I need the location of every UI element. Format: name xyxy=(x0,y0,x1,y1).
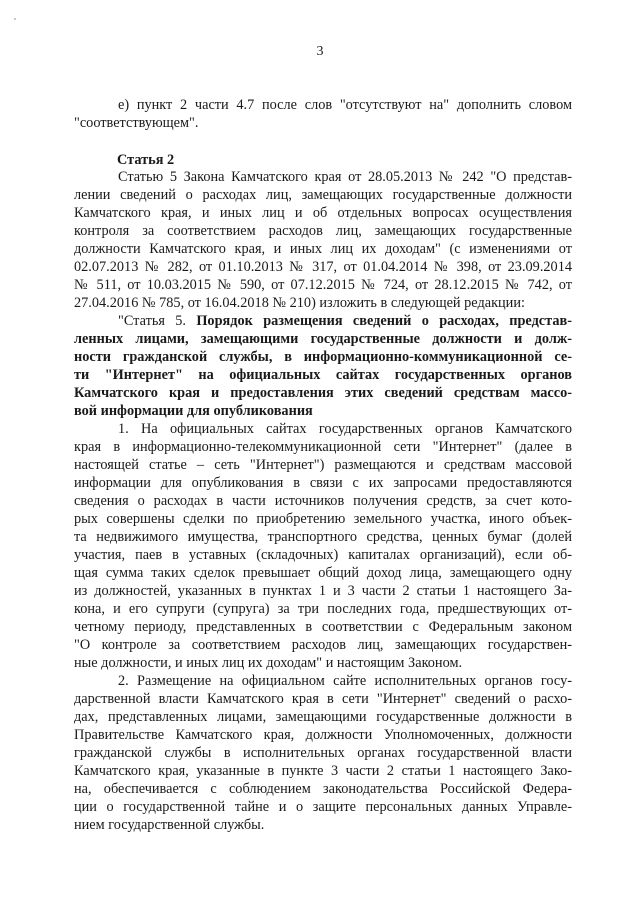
paragraph1-line: "О контроле за соответствием расходов лиц, замещающих государствен- xyxy=(74,637,572,653)
article-intro-line: лении сведений о расходах лиц, замещающих государственные должности xyxy=(74,187,572,203)
paragraph1-line: ные должности, и иных лиц их доходам" и настоящим Законом. xyxy=(74,655,463,671)
article5-title-line xyxy=(118,313,572,331)
paragraph1-line: настоящей статье – сеть "Интернет") размещаются и средствам массовой xyxy=(74,457,572,473)
paragraph1-line: та недвижимого имущества, транспортного средства, ценных бумаг (долей xyxy=(74,529,572,545)
article-intro-line: должности Камчатского края, и иных лиц их доходам" (с изменениями от xyxy=(74,241,572,257)
paragraph2-line: ции о государственной тайне и о защите персональных данных Управле- xyxy=(74,799,572,815)
paragraph2-line: Камчатского края, указанные в пункте 3 части 2 статьи 1 настоящего Зако- xyxy=(74,763,572,779)
paragraph2-line: на, обеспечивается с соблюдением законодательства Российской Федера- xyxy=(74,781,572,797)
paragraph1-line: рых совершены сделки по приобретению земельного участка, иного объек- xyxy=(74,511,572,527)
article-intro-line: Камчатского края, и иных лиц и об отдельных вопросах осуществления xyxy=(74,205,572,221)
paragraph2-line: 2. Размещение на официальном сайте исполнительных органов госу- xyxy=(118,673,572,689)
article-intro-line: контроля за соответствием расходов лиц, замещающих государственные xyxy=(74,223,572,239)
article5-title-line: ленных лицами, замещающими государственные должности и долж- xyxy=(74,331,572,347)
scan-mark xyxy=(14,18,16,20)
paragraph2-line: дах, представленных лицами, замещающими государственные должности в xyxy=(74,709,572,725)
paragraph1-line: информации для опубликования в связи с их запросами предоставляются xyxy=(74,475,572,491)
paragraph1-line: щая сумма таких сделок превышает общий доход лица, замещающего одну xyxy=(74,565,572,581)
page-number: 3 xyxy=(316,44,324,59)
article-intro-line: Статью 5 Закона Камчатского края от 28.05.2013 № 242 "О представ- xyxy=(118,169,572,185)
article5-title-line: вой информации для опубликования xyxy=(74,403,313,419)
article5-title-prefix: "Статья 5. xyxy=(118,313,186,329)
paragraph2-line: дарственной власти Камчатского края в сети "Интернет" сведений о расхо- xyxy=(74,691,572,707)
article-intro-line: № 511, от 10.03.2015 № 590, от 07.12.2015 № 724, от 28.12.2015 № 742, от xyxy=(74,277,572,293)
article5-title-text: Порядок размещения сведений о расходах, представ- xyxy=(196,313,572,329)
article5-title-line: ности гражданской службы, в информационно-коммуникационной се- xyxy=(74,349,572,365)
paragraph2-line: нием государственной службы. xyxy=(74,817,265,833)
article5-title-line: ти "Интернет" на официальных сайтах государственных органов xyxy=(74,367,572,383)
paragraph1-line: 1. На официальных сайтах государственных органов Камчатского xyxy=(118,421,572,437)
item-e-line: е) пункт 2 части 4.7 после слов "отсутствуют на" дополнить словом xyxy=(118,97,572,113)
article-heading: Статья 2 xyxy=(117,152,175,168)
article5-title-line: Камчатского края и предоставления этих сведений средствам массо- xyxy=(74,385,572,401)
paragraph1-line: участия, паев в уставных (складочных) капиталах организаций), если об- xyxy=(74,547,572,563)
article-intro-line: 27.04.2016 № 785, от 16.04.2018 № 210) изложить в следующей редакции: xyxy=(74,295,525,311)
paragraph1-line: кона, и его супруги (супруга) за три последних года, предшествующих от- xyxy=(74,601,572,617)
paragraph2-line: Правительстве Камчатского края, должности Уполномоченных, должности xyxy=(74,727,572,743)
item-e-line: "соответствующем". xyxy=(74,115,199,131)
paragraph1-line: сведения о расходах в части источников получения средств, за счет кото- xyxy=(74,493,572,509)
paragraph1-line: четному периоду, представленных в соответствии с Федеральным законом xyxy=(74,619,572,635)
paragraph1-line: края в информационно-телекоммуникационной сети "Интернет" (далее в xyxy=(74,439,572,455)
paragraph1-line: из должностей, указанных в пунктах 1 и 3 части 2 статьи 1 настоящего За- xyxy=(74,583,572,599)
article-intro-line: 02.07.2013 № 282, от 01.10.2013 № 317, от 01.04.2014 № 398, от 23.09.2014 xyxy=(74,259,572,275)
paragraph2-line: гражданской службы в исполнительных органах государственной власти xyxy=(74,745,572,761)
